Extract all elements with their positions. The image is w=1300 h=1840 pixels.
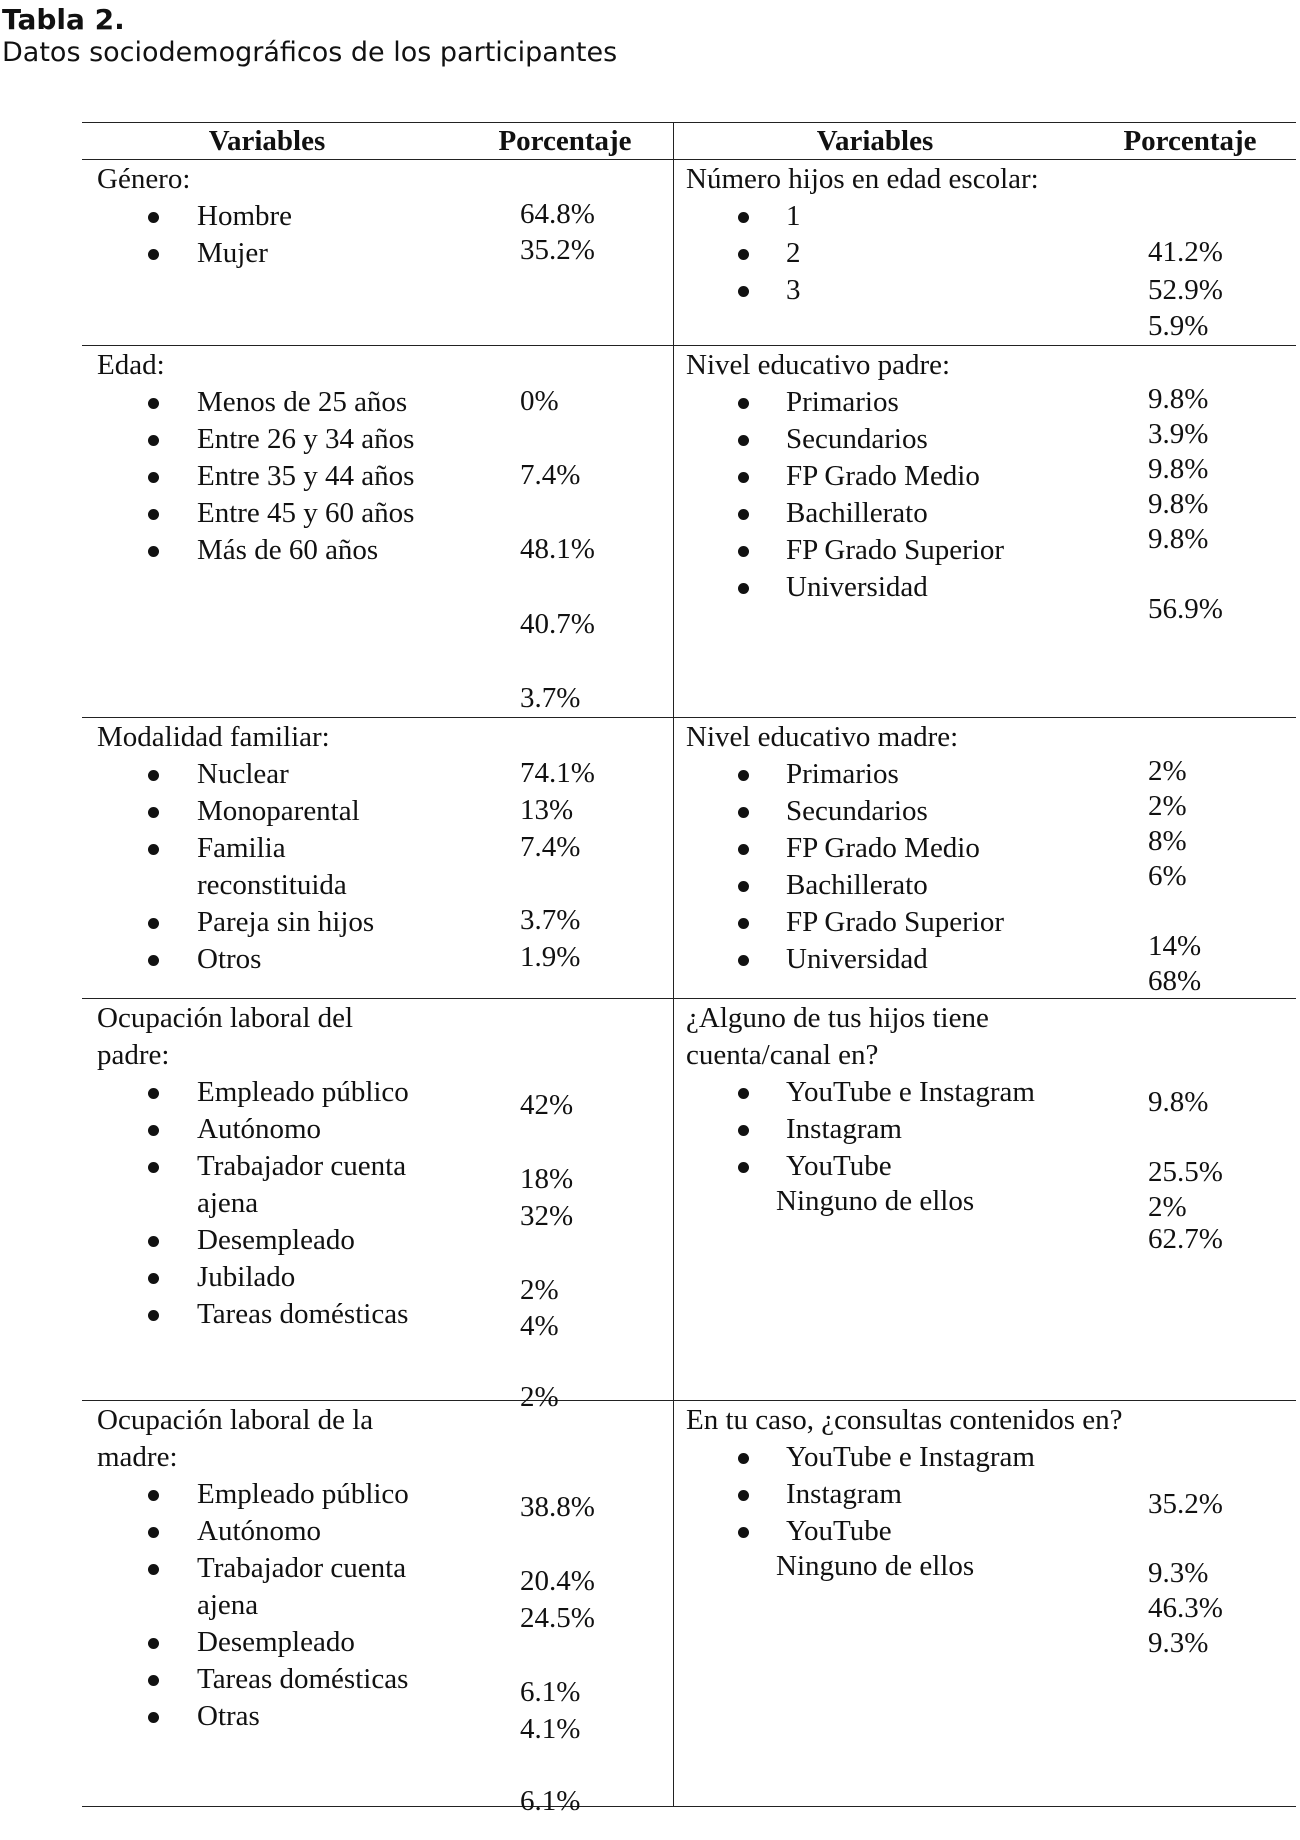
list-item: FP Grado Superior	[786, 534, 1005, 566]
percent-value: 25.5%	[1148, 1156, 1223, 1188]
bullet-icon	[148, 1712, 159, 1723]
bullet-icon	[738, 472, 749, 483]
bullet-icon	[738, 435, 749, 446]
percent-value: 38.8%	[520, 1491, 595, 1523]
bullet-icon	[148, 1675, 159, 1686]
percent-value: 9.3%	[1148, 1557, 1209, 1589]
bullet-icon	[148, 1162, 159, 1173]
bullet-icon	[738, 844, 749, 855]
list-item: 1	[786, 200, 801, 232]
percent-value: 9.8%	[1148, 383, 1209, 415]
table-title: Datos sociodemográficos de los participantes	[2, 37, 618, 68]
bullet-icon	[148, 546, 159, 557]
percent-value: 4.1%	[520, 1713, 581, 1745]
bullet-icon	[148, 1310, 159, 1321]
percent-value: 8%	[1148, 825, 1187, 857]
row-heading: padre:	[97, 1039, 170, 1071]
row-heading: Nivel educativo madre:	[686, 721, 959, 753]
percent-value: 3.7%	[520, 904, 581, 936]
row-heading: En tu caso, ¿consultas contenidos en?	[686, 1404, 1123, 1436]
list-item: Tareas domésticas	[197, 1663, 409, 1695]
list-item: Primarios	[786, 758, 899, 790]
percent-value: 2%	[520, 1274, 559, 1306]
row-heading: Ocupación laboral del	[97, 1002, 354, 1034]
list-item: Otras	[197, 1700, 260, 1732]
bullet-icon	[148, 1564, 159, 1575]
list-item: YouTube	[786, 1150, 892, 1182]
row-heading: Número hijos en edad escolar:	[686, 163, 1039, 195]
list-item: Autónomo	[197, 1515, 322, 1547]
list-item: Trabajador cuenta	[197, 1150, 407, 1182]
list-item: 3	[786, 274, 801, 306]
row-heading: Modalidad familiar:	[97, 721, 330, 753]
bullet-icon	[738, 1125, 749, 1136]
percent-value: 1.9%	[520, 941, 581, 973]
percent-value: 24.5%	[520, 1602, 595, 1634]
percent-value: 52.9%	[1148, 274, 1223, 306]
percent-value: 6%	[1148, 860, 1187, 892]
bullet-icon	[148, 844, 159, 855]
row-heading: Nivel educativo padre:	[686, 349, 951, 381]
bullet-icon	[148, 1125, 159, 1136]
list-item: Ninguno de ellos	[776, 1185, 975, 1217]
percent-value: 68%	[1148, 965, 1202, 997]
percent-value: 5.9%	[1148, 310, 1209, 342]
percent-value: 7.4%	[520, 831, 581, 863]
list-item: Pareja sin hijos	[197, 906, 375, 938]
percent-value: 62.7%	[1148, 1223, 1223, 1255]
list-item: Mujer	[197, 237, 268, 269]
row-heading: cuenta/canal en?	[686, 1039, 879, 1071]
list-item: 2	[786, 237, 801, 269]
list-item: Instagram	[786, 1113, 902, 1145]
list-item: YouTube	[786, 1515, 892, 1547]
bullet-icon	[738, 583, 749, 594]
list-item: Instagram	[786, 1478, 902, 1510]
percent-value: 20.4%	[520, 1565, 595, 1597]
percent-value: 7.4%	[520, 459, 581, 491]
bullet-icon	[148, 1236, 159, 1247]
bullet-icon	[738, 212, 749, 223]
list-item: Monoparental	[197, 795, 360, 827]
list-item: Desempleado	[197, 1626, 355, 1658]
list-item: Más de 60 años	[197, 534, 379, 566]
percent-value: 9.3%	[1148, 1627, 1209, 1659]
list-item: Otros	[197, 943, 262, 975]
list-item: Universidad	[786, 571, 928, 603]
percent-value: 3.7%	[520, 682, 581, 714]
column-header-variables-left: Variables	[208, 125, 326, 157]
percent-value: 35.2%	[1148, 1488, 1223, 1520]
list-item: Secundarios	[786, 795, 928, 827]
list-item: Menos de 25 años	[197, 386, 408, 418]
bullet-icon	[148, 249, 159, 260]
percent-value: 42%	[520, 1089, 574, 1121]
list-item: Desempleado	[197, 1224, 355, 1256]
list-item: Tareas domésticas	[197, 1298, 409, 1330]
bullet-icon	[738, 249, 749, 260]
list-item: Entre 26 y 34 años	[197, 423, 415, 455]
row-divider	[82, 1806, 1296, 1807]
list-item: Hombre	[197, 200, 293, 232]
list-item: Entre 35 y 44 años	[197, 460, 415, 492]
list-item: Universidad	[786, 943, 928, 975]
bullet-icon	[738, 881, 749, 892]
column-header-percent-left: Porcentaje	[498, 125, 632, 157]
percent-value: 0%	[520, 385, 559, 417]
bullet-icon	[738, 546, 749, 557]
list-item: Bachillerato	[786, 497, 928, 529]
list-item: Secundarios	[786, 423, 928, 455]
percent-value: 46.3%	[1148, 1592, 1223, 1624]
list-item: Nuclear	[197, 758, 289, 790]
percent-value: 2%	[520, 1381, 559, 1413]
bullet-icon	[148, 509, 159, 520]
bullet-icon	[148, 955, 159, 966]
bullet-icon	[738, 398, 749, 409]
bullet-icon	[738, 918, 749, 929]
table-label: Tabla 2.	[2, 3, 125, 36]
bullet-icon	[148, 1273, 159, 1284]
list-item: Jubilado	[197, 1261, 296, 1293]
percent-value: 35.2%	[520, 234, 595, 266]
list-item: Familia	[197, 832, 286, 864]
table-top-rule	[82, 122, 1296, 123]
percent-value: 40.7%	[520, 608, 595, 640]
percent-value: 9.8%	[1148, 488, 1209, 520]
bullet-icon	[148, 435, 159, 446]
column-header-variables-right: Variables	[816, 125, 934, 157]
list-item: YouTube e Instagram	[786, 1441, 1035, 1473]
row-heading: Ocupación laboral de la	[97, 1404, 374, 1436]
percent-value: 9.8%	[1148, 453, 1209, 485]
list-item: reconstituida	[197, 869, 347, 901]
list-item: YouTube e Instagram	[786, 1076, 1035, 1108]
percent-value: 18%	[520, 1163, 574, 1195]
bullet-icon	[738, 1162, 749, 1173]
bullet-icon	[738, 286, 749, 297]
bullet-icon	[148, 770, 159, 781]
row-divider	[82, 717, 1296, 718]
percent-value: 9.8%	[1148, 523, 1209, 555]
list-item: Entre 45 y 60 años	[197, 497, 415, 529]
bullet-icon	[148, 472, 159, 483]
table-header-rule	[82, 159, 1296, 160]
row-heading: Edad:	[97, 349, 165, 381]
bullet-icon	[738, 1088, 749, 1099]
bullet-icon	[148, 212, 159, 223]
percent-value: 6.1%	[520, 1785, 581, 1817]
bullet-icon	[148, 807, 159, 818]
percent-value: 2%	[1148, 790, 1187, 822]
row-divider	[82, 345, 1296, 346]
percent-value: 9.8%	[1148, 1086, 1209, 1118]
row-heading: Género:	[97, 163, 191, 195]
percent-value: 2%	[1148, 755, 1187, 787]
bullet-icon	[738, 1453, 749, 1464]
list-item: FP Grado Medio	[786, 832, 980, 864]
percent-value: 56.9%	[1148, 593, 1223, 625]
bullet-icon	[148, 1490, 159, 1501]
percent-value: 14%	[1148, 930, 1202, 962]
percent-value: 41.2%	[1148, 236, 1223, 268]
bullet-icon	[148, 398, 159, 409]
percent-value: 48.1%	[520, 533, 595, 565]
column-header-percent-right: Porcentaje	[1123, 125, 1257, 157]
column-divider	[673, 122, 674, 1806]
list-item: FP Grado Superior	[786, 906, 1005, 938]
list-item: Empleado público	[197, 1478, 409, 1510]
bullet-icon	[738, 807, 749, 818]
list-item: ajena	[197, 1187, 259, 1219]
percent-value: 74.1%	[520, 757, 595, 789]
list-item: FP Grado Medio	[786, 460, 980, 492]
list-item: Autónomo	[197, 1113, 322, 1145]
percent-value: 2%	[1148, 1191, 1187, 1223]
row-heading: madre:	[97, 1441, 178, 1473]
percent-value: 3.9%	[1148, 418, 1209, 450]
bullet-icon	[738, 955, 749, 966]
row-heading: ¿Alguno de tus hijos tiene	[686, 1002, 989, 1034]
list-item: Empleado público	[197, 1076, 409, 1108]
row-divider	[82, 998, 1296, 999]
row-divider	[82, 1400, 1296, 1401]
bullet-icon	[738, 1527, 749, 1538]
list-item: ajena	[197, 1589, 259, 1621]
bullet-icon	[738, 509, 749, 520]
percent-value: 32%	[520, 1200, 574, 1232]
bullet-icon	[148, 1527, 159, 1538]
percent-value: 4%	[520, 1310, 559, 1342]
percent-value: 6.1%	[520, 1676, 581, 1708]
list-item: Primarios	[786, 386, 899, 418]
bullet-icon	[738, 770, 749, 781]
bullet-icon	[738, 1490, 749, 1501]
list-item: Bachillerato	[786, 869, 928, 901]
percent-value: 13%	[520, 794, 574, 826]
percent-value: 64.8%	[520, 198, 595, 230]
bullet-icon	[148, 1638, 159, 1649]
bullet-icon	[148, 918, 159, 929]
bullet-icon	[148, 1088, 159, 1099]
list-item: Ninguno de ellos	[776, 1550, 975, 1582]
list-item: Trabajador cuenta	[197, 1552, 407, 1584]
